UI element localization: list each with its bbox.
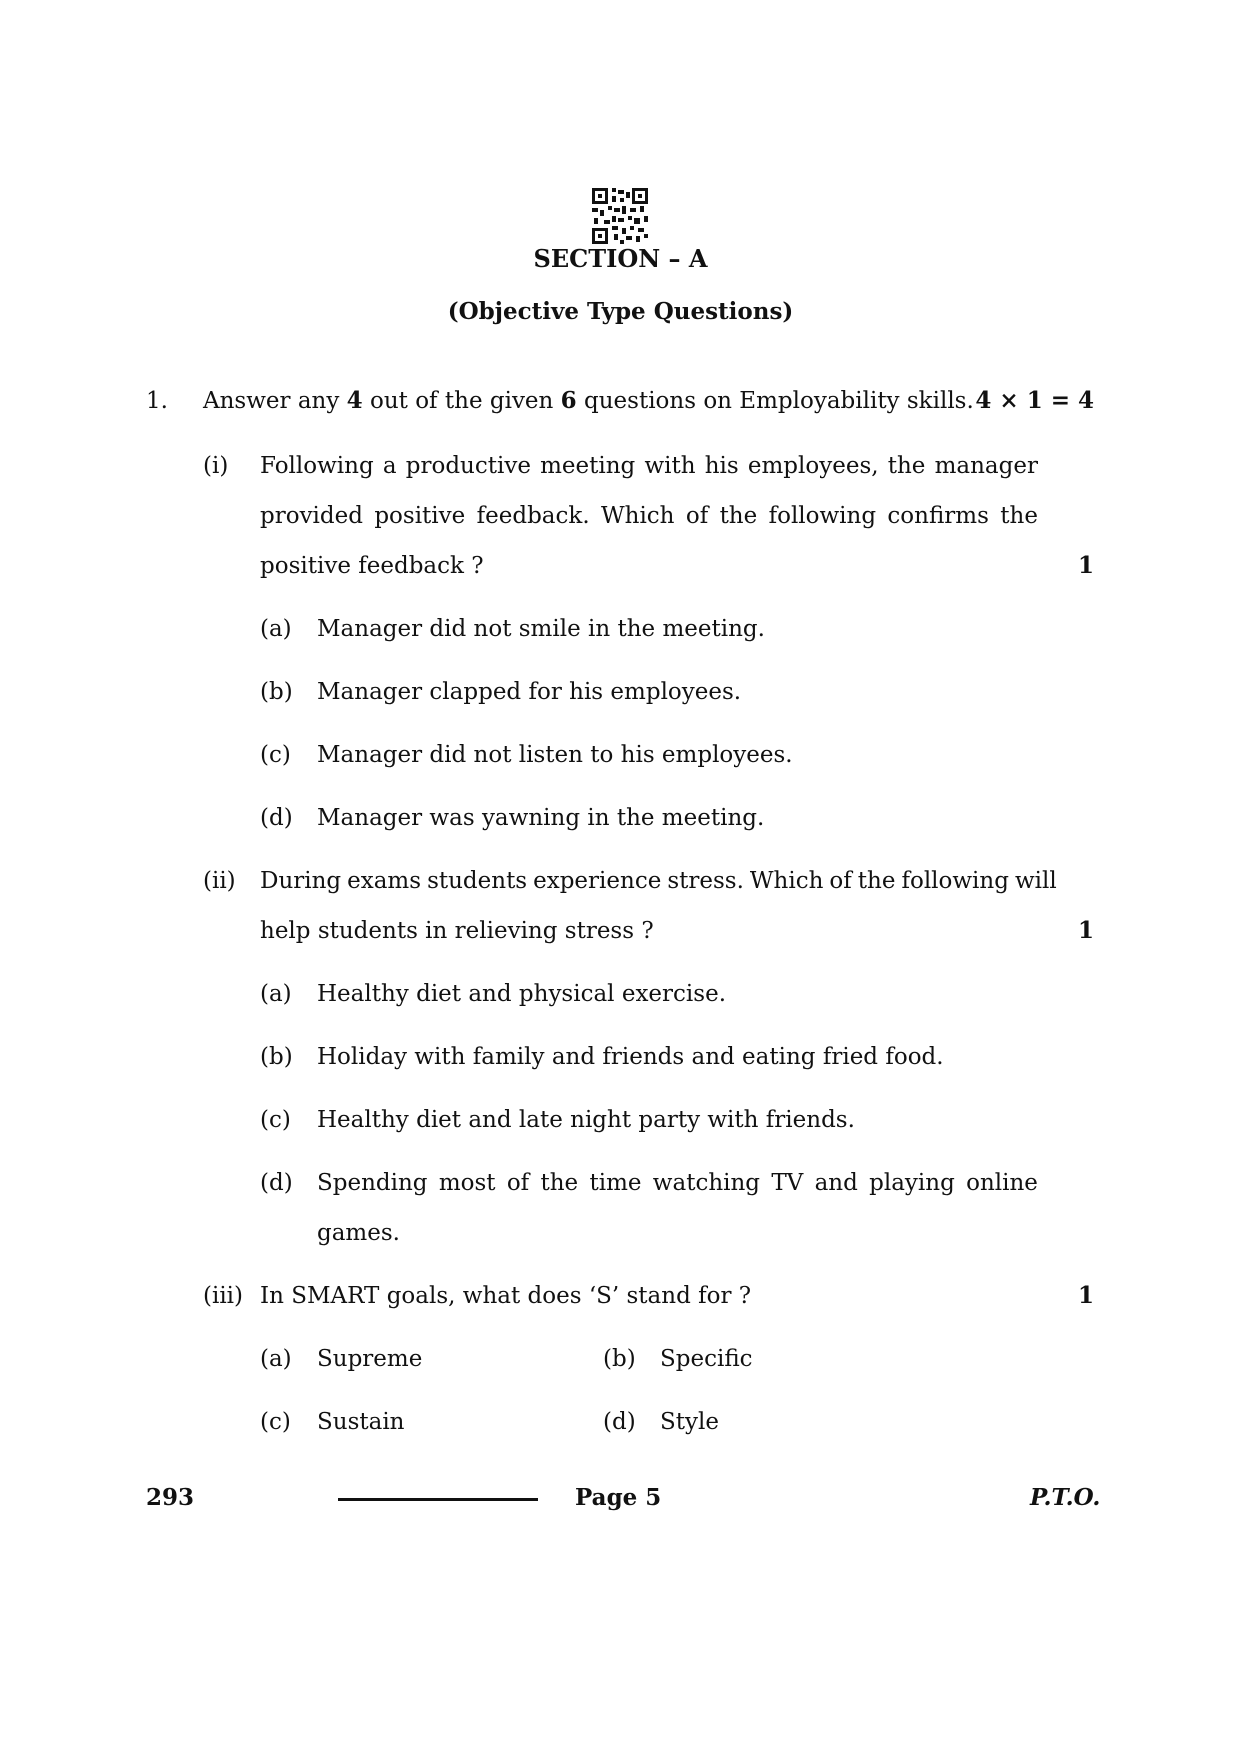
sub-question-label: (iii) <box>203 1283 244 1309</box>
option-text: Specific <box>660 1346 753 1372</box>
option-text: Sustain <box>317 1409 405 1435</box>
paper-code: 293 <box>146 1484 195 1511</box>
sub-question-text-line: help students in relieving stress ? <box>260 918 654 944</box>
option-text: Supreme <box>317 1346 423 1372</box>
sub-question-marks: 1 <box>1077 552 1094 579</box>
option-text: Manager was yawning in the meeting. <box>317 805 765 831</box>
option-label: (d) <box>260 805 293 831</box>
option-label: (b) <box>260 679 293 705</box>
sub-question-text-line: In SMART goals, what does ‘S’ stand for ? <box>260 1283 752 1309</box>
sub-question-text-line: During exams students experience stress. Which of the following will <box>260 868 1057 894</box>
section-title: SECTION – A <box>533 244 708 273</box>
option-label: (a) <box>260 1346 292 1372</box>
option-label: (b) <box>260 1044 293 1070</box>
option-label: (b) <box>603 1346 636 1372</box>
question-marks: 4 × 1 = 4 <box>975 387 1094 414</box>
sub-question-text-line: Following a productive meeting with his employees, the manager <box>260 453 1038 479</box>
question-number: 1. <box>146 388 168 414</box>
section-subtitle: (Objective Type Questions) <box>447 298 794 325</box>
option-text: Manager clapped for his employees. <box>317 679 742 705</box>
option-label: (c) <box>260 1107 291 1133</box>
option-label: (c) <box>260 742 291 768</box>
sub-question-label: (i) <box>203 453 229 479</box>
sub-question-marks: 1 <box>1077 1282 1094 1309</box>
option-text: Holiday with family and friends and eating fried food. <box>317 1044 944 1070</box>
sub-question-text-line: positive feedback ? <box>260 553 484 579</box>
option-label: (d) <box>603 1409 636 1435</box>
option-label: (a) <box>260 981 292 1007</box>
footer-divider <box>338 1498 538 1501</box>
page-number: Page 5 <box>575 1484 662 1511</box>
option-text: Style <box>660 1409 719 1435</box>
option-text: Manager did not smile in the meeting. <box>317 616 765 642</box>
sub-question-text-line: provided positive feedback. Which of the following confirms the <box>260 503 1038 529</box>
option-label: (c) <box>260 1409 291 1435</box>
option-text: Spending most of the time watching TV and playing online <box>317 1170 1038 1196</box>
option-text: Manager did not listen to his employees. <box>317 742 793 768</box>
question-instruction: Answer any 4 out of the given 6 questions on Employability skills. <box>203 387 974 414</box>
please-turn-over: P.T.O. <box>1030 1484 1101 1511</box>
sub-question-label: (ii) <box>203 868 236 894</box>
option-label: (a) <box>260 616 292 642</box>
sub-question-marks: 1 <box>1077 917 1094 944</box>
option-text: Healthy diet and physical exercise. <box>317 981 727 1007</box>
option-text: Healthy diet and late night party with friends. <box>317 1107 855 1133</box>
option-label: (d) <box>260 1170 293 1196</box>
qr-code-icon <box>592 188 648 244</box>
option-text-continuation: games. <box>317 1220 400 1246</box>
